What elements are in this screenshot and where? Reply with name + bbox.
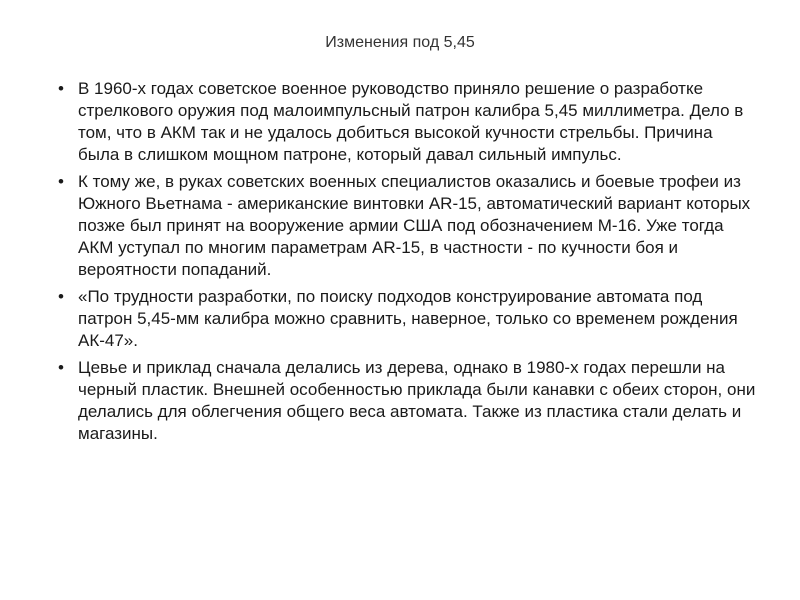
bullet-list (58, 78, 758, 450)
bullet-text: В 1960-х годах советское военное руководство приняло решение о разработке стрелкового оружия под малоимпульсный патрон калибра 5,45 миллиметра. Дело в том, что в АКМ так и не удалось добиться высокой кучности стрельбы. Причина была в слишком мощном патроне, который давал сильный импульс. (78, 79, 744, 164)
bullet-text: «По трудности разработки, по поиску подходов конструирование автомата под патрон 5,45-мм калибра можно сравнить, наверное, только со временем рождения АК-47». (78, 287, 738, 350)
bullet-item (58, 357, 758, 445)
bullet-dot-icon: • (58, 287, 64, 306)
bullet-text: Цевье и приклад сначала делались из дерева, однако в 1980-х годах перешли на черный пластик. Внешней особенностью приклада были канавки с обеих сторон, они делались для облегчения общего веса автомата. Также из пластика стали делать и магазины. (78, 358, 756, 443)
bullet-text: К тому же, в руках советских военных специалистов оказались и боевые трофеи из Южного Вьетнама - американские винтовки AR-15, автоматический вариант которых позже был принят на вооружение армии США под обозначением M-16. Уже тогда АКМ уступал по многим параметрам AR-15, в частности - по кучности боя и вероятности попаданий. (78, 172, 751, 279)
slide-title: Изменения под 5,45 (325, 34, 475, 51)
bullet-dot-icon: • (58, 172, 64, 191)
bullet-dot-icon: • (58, 79, 64, 98)
bullet-dot-icon: • (58, 358, 64, 377)
bullet-item (58, 78, 758, 166)
bullet-item (58, 171, 758, 281)
bullet-item (58, 286, 758, 352)
